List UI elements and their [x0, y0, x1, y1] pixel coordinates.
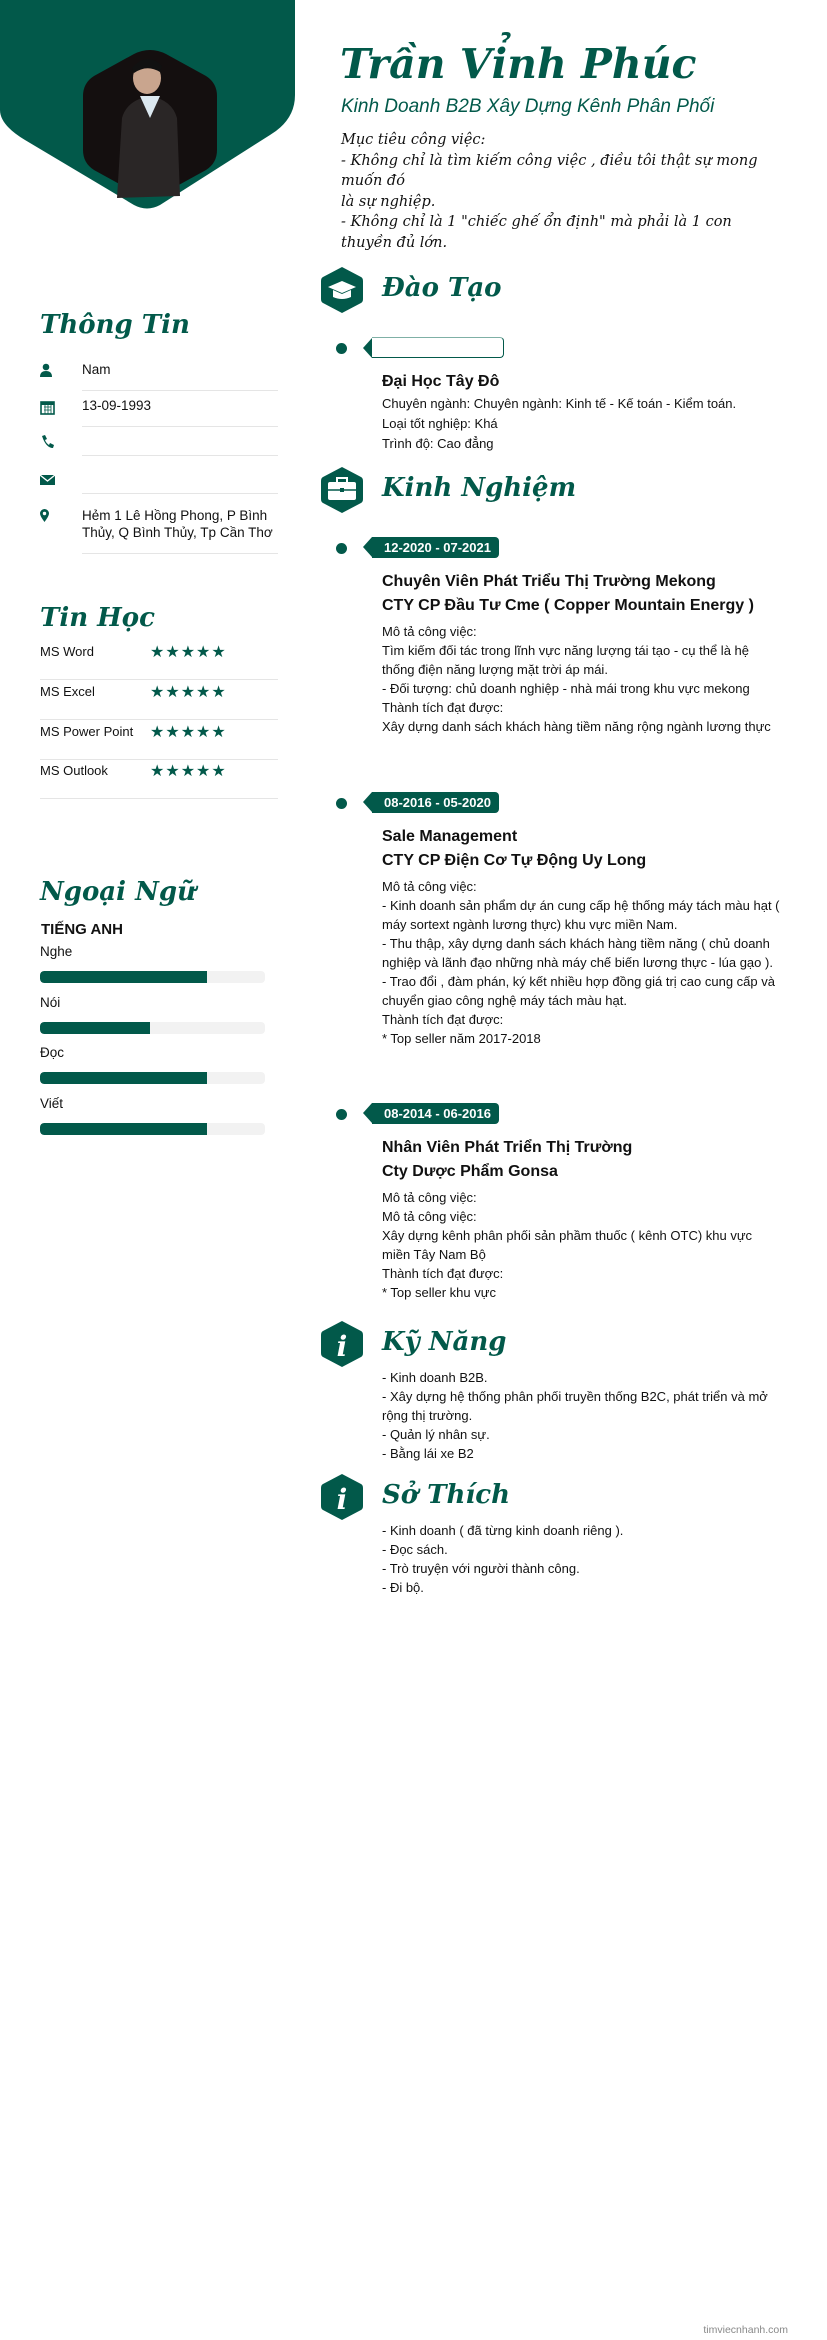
star-rating-icon: ★★★★★ — [150, 684, 227, 701]
info-email — [40, 470, 278, 494]
experience-entry: Chuyên Viên Phát Triểu Thị Trường Mekong CTY CP Đầu Tư Cme ( Copper Mountain Energy ) Mô tả công việc: Tìm kiếm đối tác trong lĩnh vực năng lượng tái tạo - cụ thể là hệ thống điện năng lượng mặt trời áp mái. - Đối tượng: chủ doanh nghiệp - nhà mái trong khu vực mekong Thành tích đạt được: Xây dựng danh sách khách hàng tiềm năng rộng ngành lương thực — [382, 573, 771, 734]
info-icon — [320, 1473, 364, 1521]
calendar-icon — [40, 399, 56, 415]
graduation-cap-icon — [320, 266, 364, 314]
language-section-title: Ngoại Ngữ — [40, 877, 196, 907]
computer-skill-row: MS Word ★★★★★ — [40, 640, 278, 680]
skills-list: - Kinh doanh B2B. - Xây dựng hệ thống phân phối truyền thống B2C, phát triển và mở rộng thị trường. - Quản lý nhân sự. - Bằng lái xe B2 — [382, 1370, 768, 1461]
footer-watermark[interactable]: timviecnhanh.com — [703, 2324, 788, 2336]
info-section-title: Thông Tin — [40, 310, 190, 340]
experience-section-title: Kinh Nghiệm — [382, 473, 577, 503]
language-skill-fill — [40, 971, 207, 983]
language-skill-fill — [40, 1123, 207, 1135]
info-address: Hẻm 1 Lê Hồng Phong, P Bình Thủy, Q Bình Thủy, Tp Cần Thơ — [40, 507, 278, 554]
education-details: Chuyên ngành: Chuyên ngành: Kinh tế - Kế toán - Kiểm toán. Loại tốt nghiệp: Khá Trình độ: Cao đẳng — [382, 396, 737, 451]
language-skill-fill — [40, 1022, 150, 1034]
briefcase-icon — [320, 466, 364, 514]
language-skill-label: Đọc — [40, 1045, 65, 1060]
education-period-badge — [372, 337, 504, 358]
education-entry — [382, 370, 782, 454]
timeline-dot — [336, 343, 347, 354]
avatar-photo — [82, 48, 218, 198]
skills-section-title: Kỹ Năng — [382, 1327, 507, 1357]
language-skill-bar — [40, 1022, 265, 1034]
phone-icon — [40, 434, 56, 450]
school-name: Đại Học Tây Đô — [382, 373, 500, 390]
experience-entry: Nhân Viên Phát Triển Thị Trường Cty Dược Phẩm Gonsa Mô tả công việc: Mô tả công việc: Xây dựng kênh phân phối sản phầm thuốc ( kênh OTC) khu vực miền Tây Nam Bộ Thành tích đạt được: * Top seller khu vực — [382, 1139, 753, 1300]
computer-skill-row: MS Excel ★★★★★ — [40, 680, 278, 720]
svg-text:i: i — [336, 1483, 348, 1516]
info-birthday: 13-09-1993 — [40, 397, 278, 427]
timeline-dot — [336, 543, 347, 554]
star-rating-icon: ★★★★★ — [150, 644, 227, 661]
experience-period-badge: 12-2020 - 07-2021 — [372, 537, 499, 558]
info-icon — [320, 1320, 364, 1368]
star-rating-icon: ★★★★★ — [150, 763, 227, 780]
info-phone — [40, 432, 278, 456]
language-skill-bar — [40, 971, 265, 983]
hobbies-list: - Kinh doanh ( đã từng kinh doanh riêng ). - Đọc sách. - Trò truyện với người thành công. - Đi bộ. — [382, 1523, 624, 1595]
education-section-title: Đào Tạo — [382, 273, 502, 303]
language-skill-fill — [40, 1072, 207, 1084]
experience-entry: Sale Management CTY CP Điện Cơ Tự Động Uy Long Mô tả công việc: - Kinh doanh sản phẩm dự án cung cấp hệ thống máy tách màu hạt ( máy sortext ngành lương thực) khu vực miền Nam. - Thu thập, xây dựng danh sách khách hàng tiềm năng ( chủ doanh nghiệp và lãnh đạo những nhà máy chế biến lương thực - lúa gạo ). - Trao đổi , đàm phán, ký kết nhiều hợp đồng giá trị cao cung cấp và chuyển giao công nghệ máy tách màu hạt. Thành tích đạt được: * Top seller năm 2017-2018 — [382, 828, 780, 1046]
computer-skill-row: MS Power Point ★★★★★ — [40, 720, 278, 760]
experience-period-badge: 08-2014 - 06-2016 — [372, 1103, 499, 1124]
svg-text:i: i — [336, 1330, 348, 1363]
language-skill-label: Nghe — [40, 944, 73, 959]
language-skill-label: Nói — [40, 995, 61, 1010]
star-rating-icon: ★★★★★ — [150, 724, 227, 741]
language-skill-bar — [40, 1123, 265, 1135]
timeline-dot — [336, 1109, 347, 1120]
timeline-dot — [336, 798, 347, 809]
envelope-icon — [40, 472, 56, 488]
computer-skill-row: MS Outlook ★★★★★ — [40, 759, 278, 799]
job-title: Kinh Doanh B2B Xây Dựng Kênh Phân Phối — [341, 96, 715, 117]
info-gender: Nam — [40, 361, 278, 391]
hobbies-section-title: Sở Thích — [382, 1480, 511, 1510]
user-icon — [40, 363, 56, 379]
language-name: TIẾNG ANH — [41, 921, 123, 938]
computer-section-title: Tin Học — [40, 603, 155, 633]
career-objective: Mục tiêu công việc: - Không chỉ là tìm kiếm công việc , điều tôi thật sự mong muốn đó là sự nghiệp. - Không chỉ là 1 "chiếc ghế ổn định" mà phải là 1 con thuyền đủ lớn. — [341, 132, 758, 251]
candidate-name: Trần Vỉnh Phúc — [340, 40, 697, 88]
map-marker-icon — [40, 509, 56, 525]
experience-period-badge: 08-2016 - 05-2020 — [372, 792, 499, 813]
language-skill-label: Viết — [40, 1096, 64, 1111]
language-skill-bar — [40, 1072, 265, 1084]
